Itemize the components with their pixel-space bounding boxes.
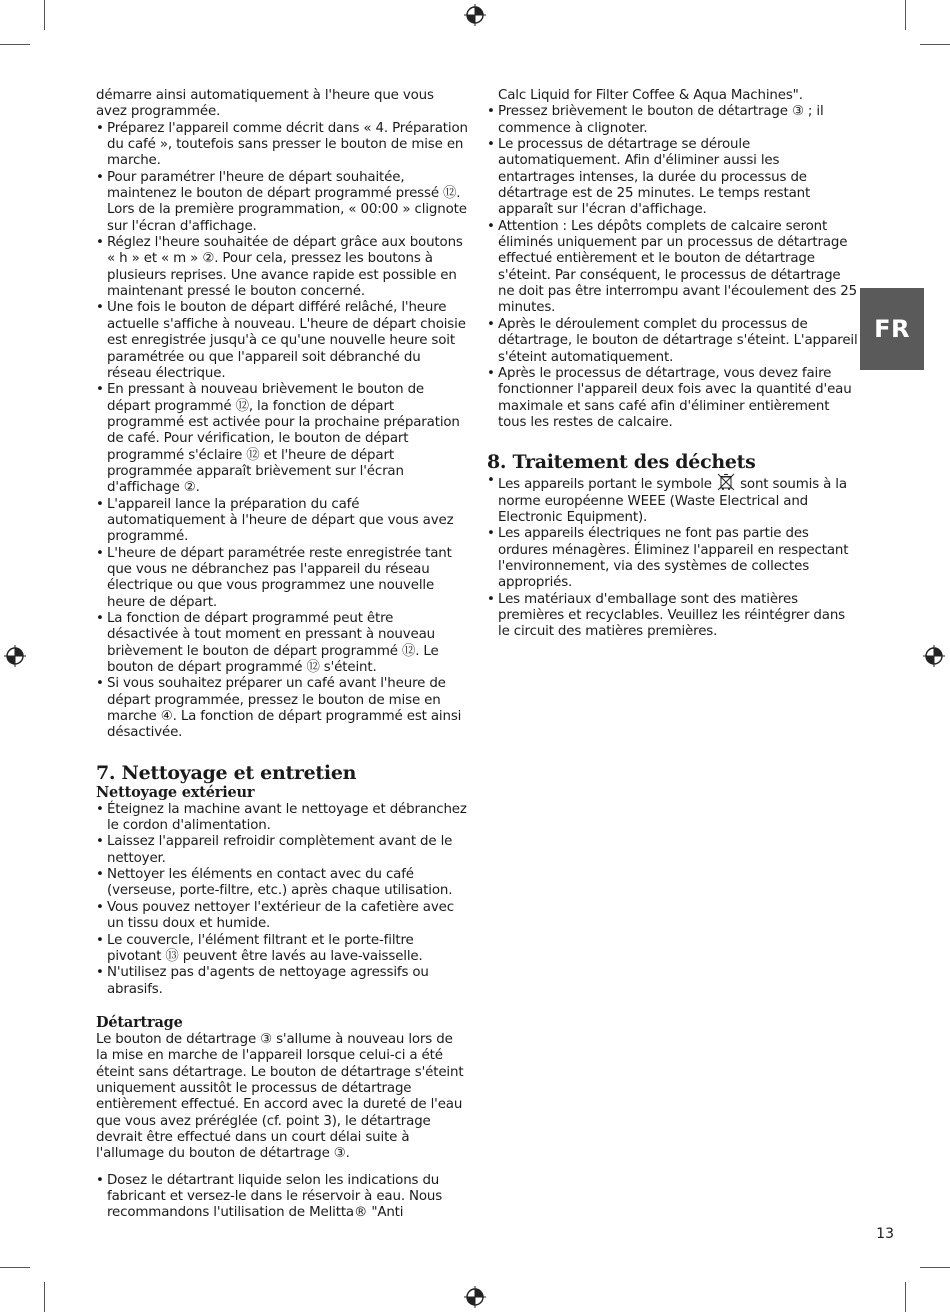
list-item: • L'appareil lance la préparation du café automatiquement à l'heure de départ que vous avez programmé. bbox=[96, 497, 468, 546]
list-item: • Une fois le bouton de départ différé relâché, l'heure actuelle s'affiche à nouveau. L'heure de départ choisie est enregistrée jusqu'à ce qu'une nouvelle heure soit paramétrée ou que l'appareil soit débranché du réseau électrique. bbox=[96, 300, 468, 382]
list-item: • Éteignez la machine avant le nettoyage et débranchez le cordon d'alimentation. bbox=[96, 802, 468, 835]
crop-mark bbox=[905, 1282, 906, 1312]
registration-mark-icon bbox=[464, 1286, 486, 1308]
continuation-text: Calc Liquid for Filter Coffee & Aqua Machines". bbox=[498, 88, 803, 103]
list-item: • Laissez l'appareil refroidir complètement avant de le nettoyer. bbox=[96, 834, 468, 867]
list-item: • Le couvercle, l'élément filtrant et le porte-filtre pivotant ⑬ peuvent être lavés au lave-vaisselle. bbox=[96, 933, 468, 966]
registration-mark-icon bbox=[4, 645, 26, 667]
page-number: 13 bbox=[876, 1226, 894, 1242]
list-item: • En pressant à nouveau brièvement le bouton de départ programmé ⑫, la fonction de départ programmé est activée pour la prochaine préparation de café. Pour vérification, le bouton de départ programmé s'éclaire ⑫ et l'heure de départ programmée apparaît brièvement sur l'écran d'affichage ②. bbox=[96, 382, 468, 496]
descaling-list bbox=[487, 104, 859, 431]
crop-mark bbox=[44, 1282, 45, 1312]
descaling-intro-list bbox=[96, 1173, 468, 1222]
list-item: • Attention : Les dépôts complets de calcaire seront éliminés uniquement par un processus de détartrage effectué entièrement et le bouton de détartrage s'éteint. Par conséquent, le processus de détartrage ne doit pas être interrompu avant l'écoulement des 25 minutes. bbox=[487, 219, 859, 317]
list-item: • Après le processus de détartrage, vous devez faire fonctionner l'appareil deux fois avec la quantité d'eau maximale et sans café afin d'éliminer entièrement tous les restes de calcaire. bbox=[487, 366, 859, 431]
crop-mark bbox=[44, 0, 45, 30]
exterior-cleaning-list bbox=[96, 802, 468, 998]
list-item: • Le processus de détartrage se déroule automatiquement. Afin d'éliminer aussi les entartrages intenses, la durée du processus de détartrage est de 25 minutes. Le temps restant apparaît sur l'écran d'affichage. bbox=[487, 137, 859, 219]
list-item: • Pressez brièvement le bouton de détartrage ③ ; il commence à clignoter. bbox=[487, 104, 859, 137]
subsection-title-descaling: Détartrage bbox=[96, 1013, 183, 1031]
list-item: • Préparez l'appareil comme décrit dans « 4. Préparation du café », toutefois sans presser le bouton de mise en marche. bbox=[96, 121, 468, 170]
list-item: • Les appareils électriques ne font pas partie des ordures ménagères. Éliminez l'appareil en respectant l'environnement, via des systèmes de collectes appropriés. bbox=[487, 526, 859, 591]
intro-text: démarre ainsi automatiquement à l'heure que vous avez programmée. bbox=[96, 88, 434, 120]
list-item: • La fonction de départ programmé peut être désactivée à tout moment en pressant à nouveau brièvement le bouton de départ programmé ⑫. Le bouton de départ programmé ⑫ s'éteint. bbox=[96, 611, 468, 676]
list-item: • Vous pouvez nettoyer l'extérieur de la cafetière avec un tissu doux et humide. bbox=[96, 900, 468, 933]
crossed-bin-icon bbox=[716, 473, 736, 491]
crop-mark bbox=[0, 44, 30, 45]
weee-text-after: sont soumis à la norme européenne WEEE (Waste Electrical and Electronic Equipment). bbox=[498, 477, 847, 525]
weee-text-before: Les appareils portant le symbole bbox=[498, 477, 712, 493]
list-item: • Les matériaux d'emballage sont des matières premières et recyclables. Veuillez les réintégrer dans le circuit des matières premières. bbox=[487, 592, 859, 641]
section-title-cleaning: 7. Nettoyage et entretien bbox=[96, 761, 357, 784]
registration-mark-icon bbox=[923, 645, 945, 667]
subsection-title-exterior: Nettoyage extérieur bbox=[96, 783, 255, 801]
crop-mark bbox=[0, 1267, 30, 1268]
crop-mark bbox=[920, 44, 950, 45]
language-tab: FR bbox=[860, 288, 924, 370]
registration-mark-icon bbox=[464, 4, 486, 26]
programming-list bbox=[96, 121, 468, 742]
list-item bbox=[487, 473, 859, 526]
left-column bbox=[96, 88, 468, 1222]
list-item: • Après le déroulement complet du processus de détartrage, le bouton de détartrage s'éteint. L'appareil s'éteint automatiquement. bbox=[487, 317, 859, 366]
right-column bbox=[487, 88, 859, 641]
crop-mark bbox=[920, 1267, 950, 1268]
list-item: • N'utilisez pas d'agents de nettoyage agressifs ou abrasifs. bbox=[96, 965, 468, 998]
waste-list bbox=[487, 473, 859, 640]
list-item: • Si vous souhaitez préparer un café avant l'heure de départ programmée, pressez le bouton de mise en marche ④. La fonction de départ programmé est ainsi désactivée. bbox=[96, 676, 468, 741]
list-item: • Pour paramétrer l'heure de départ souhaitée, maintenez le bouton de départ programmé pressé ⑫. Lors de la première programmation, « 00:00 » clignote sur l'écran d'affichage. bbox=[96, 170, 468, 235]
crop-mark bbox=[905, 0, 906, 30]
descaling-paragraph: Le bouton de détartrage ③ s'allume à nouveau lors de la mise en marche de l'appareil lorsque celui-ci a été éteint sans détartrage. Le bouton de détartrage s'éteint uniquement aussitôt le processus de détartrage entièrement effectué. En accord avec la dureté de l'eau que vous avez préréglée (cf. point 3), le détartrage devrait être effectué dans un court délai suite à l'allumage du bouton de détartrage ③. bbox=[96, 1031, 464, 1162]
list-item: • Dosez le détartrant liquide selon les indications du fabricant et versez-le dans le réservoir à eau. Nous recommandons l'utilisation de Melitta® "Anti bbox=[96, 1173, 468, 1222]
section-title-waste: 8. Traitement des déchets bbox=[487, 451, 756, 474]
list-item: • Nettoyer les éléments en contact avec du café (verseuse, porte-filtre, etc.) après chaque utilisation. bbox=[96, 867, 468, 900]
list-item: • L'heure de départ paramétrée reste enregistrée tant que vous ne débranchez pas l'appareil du réseau électrique ou que vous programmez une nouvelle heure de départ. bbox=[96, 546, 468, 611]
list-item: • Réglez l'heure souhaitée de départ grâce aux boutons « h » et « m » ②. Pour cela, pressez les boutons à plusieurs reprises. Une avance rapide est possible en maintenant pressé le bouton concerné. bbox=[96, 235, 468, 300]
